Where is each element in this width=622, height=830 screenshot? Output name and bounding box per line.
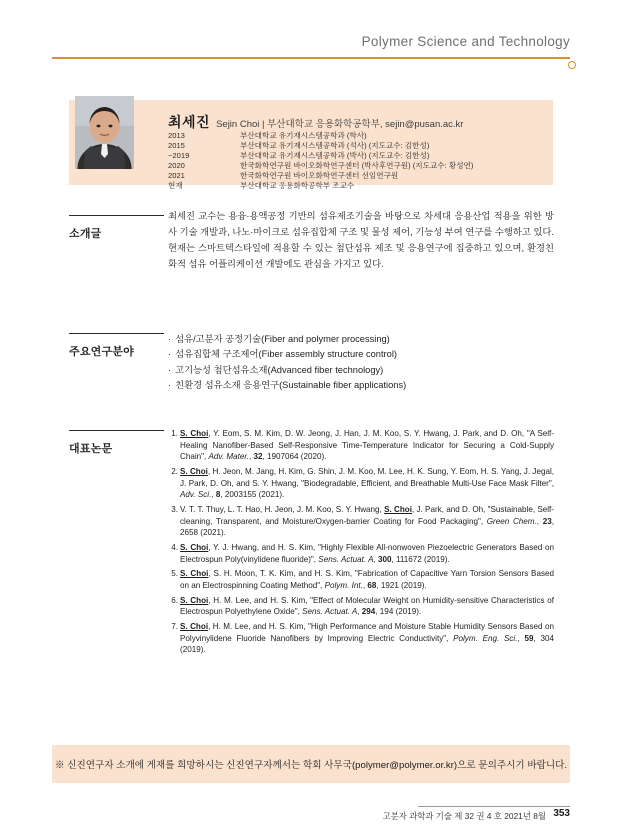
career-year: 2015	[168, 141, 185, 151]
paper-text-run: S. Choi	[180, 622, 209, 632]
section-body-intro: 최세진 교수는 용융·용액공정 기반의 섬유제조기술을 바탕으로 차세대 응용산업 적용을 위한 방사 기술 개발과, 나노·마이크로 섬유집합체 구조 및 물성 제어, 기능성 부여 연구를 수행하고 있다. 현재는 스마트텍스타일에 적용할 수 있는 첨단섬유 제조 및 응용연구에 집중하고 있으며, 환경친화적 섬유 어플리케이션 개발에도 관심을 가지고 있다.	[168, 211, 554, 269]
paper-text-run: V. T. T. Thuy, L. T. Hao, H. Jeon, J. M. Koo, S. Y. Hwang,	[180, 504, 385, 514]
paper-text-run: 32	[253, 452, 263, 462]
portrait-illustration	[75, 96, 134, 169]
career-year: 2013	[168, 131, 185, 140]
paper-text-run: Adv. Sci.	[180, 490, 212, 500]
career-row	[168, 151, 473, 161]
paper-text-run: Polym. Int.	[324, 580, 363, 590]
research-list	[168, 332, 554, 394]
paper-text-run: , 304 (2019).	[180, 633, 554, 655]
paper-entry	[168, 504, 554, 539]
notice-text: ※ 신진연구자 소개에 게재를 희망하시는 신진연구자께서는 학회 사무국(polymer@polymer.or.kr)으로 문의주시기 바랍니다.	[54, 760, 568, 771]
paper-text-run: ,	[517, 633, 525, 643]
paper-text-run: , H. M. Lee, and H. S. Kim, "Effect of Molecular Weight on Humidity-sensitive Characteristics of Electrospun Polyethylene Oxide",	[180, 595, 554, 617]
paper-text-run: 23	[542, 516, 552, 526]
paper-entry	[168, 428, 554, 463]
paper-text-run: , 111672 (2019).	[391, 554, 450, 564]
paper-text-run: S. Choi	[180, 466, 208, 476]
section-label-research: 주요연구분야	[69, 333, 164, 359]
bullet-icon: ·	[168, 334, 172, 344]
paper-text-run: Sens. Actuat. A	[318, 554, 374, 564]
research-item-label: 고기능성 첨단섬유소재(Advanced fiber technology)	[175, 364, 384, 375]
paper-text-run: Adv. Mater.	[208, 452, 250, 462]
paper-entry	[168, 542, 554, 565]
paper-number: 2.	[171, 466, 178, 476]
career-text: 부산대학교 유기재시스템공학과 (석사) (지도교수: 김한성)	[240, 141, 430, 151]
paper-text-run: ,	[362, 580, 368, 590]
paper-text-run: ,	[373, 554, 378, 564]
header-dot-icon	[568, 61, 576, 69]
paper-text-run: , Y. Eom, S. M. Kim, D. W. Jeong, J. Han, J. M. Koo, S. Y. Hwang, J. Park, and D. Oh, "A Self-Healing Nanofiber-Based Self-Responsive Time-Temperature Indicator for Securing a Cold-Supply Chain",	[180, 429, 554, 462]
paper-number: 1.	[171, 429, 178, 438]
paper-text-run: , S. H. Moon, T. K. Kim, and H. S. Kim, "Fabrication of Capacitive Yarn Torsion Sensors Based on an Electrospinning Coating Method",	[180, 569, 554, 590]
paper-number: 4.	[171, 542, 178, 552]
list-item	[168, 347, 554, 362]
career-row	[168, 131, 473, 141]
paper-number: 7.	[171, 622, 178, 632]
paper-list	[168, 428, 554, 656]
paper-text-run: , 2003155 (2021).	[220, 490, 285, 500]
paper-text-run: 294	[361, 607, 376, 617]
section-body-research	[168, 332, 554, 394]
list-item	[168, 378, 554, 393]
career-text: 한국화학연구원 바이오화학연구센터 선임연구원	[240, 171, 399, 181]
paper-text-run: Polym. Eng. Sci.	[453, 633, 518, 643]
research-item-label: 섬유집합체 구조제어(Fiber assembly structure control)	[175, 349, 397, 360]
paper-text-run: 59	[524, 633, 534, 643]
footer-citation: 고분자 과학과 기술 제 32 권 4 호 2021년 8월	[382, 811, 546, 821]
bullet-icon: ·	[168, 380, 172, 391]
section-label-papers: 대표논문	[69, 430, 164, 456]
career-text: 한국화학연구원 바이오화학연구센터 (박사후연구원) (지도교수: 황성연)	[240, 161, 474, 171]
paper-entry	[168, 568, 554, 591]
paper-text-run: S. Choi	[180, 429, 209, 438]
paper-text-run: ,	[357, 607, 362, 617]
paper-text-run: , J. Park, and D. Oh, "Sustainable, Self-cleaning, Transparent, and Moisture/Oxygen-barrier Coating for Food Packaging",	[180, 504, 554, 526]
paper-number: 6.	[171, 595, 178, 605]
list-item	[168, 332, 554, 347]
bullet-icon: ·	[168, 349, 172, 360]
paper-text-run: ,	[249, 452, 254, 462]
research-item-label: 섬유/고분자 공정기술(Fiber and polymer processing)	[175, 334, 390, 344]
profile-name-ko: 최세진	[168, 114, 211, 130]
paper-text-run: 68	[367, 580, 377, 590]
paper-entry	[168, 595, 554, 618]
paper-text-run: S. Choi	[180, 569, 209, 579]
paper-text-run: , 2658 (2021).	[180, 516, 554, 538]
career-text: 부산대학교 유기재시스템공학과 (박사) (지도교수: 김한성)	[240, 151, 430, 161]
career-year: 현재	[168, 181, 183, 191]
header-divider	[52, 57, 570, 59]
paper-entry	[168, 621, 554, 656]
paper-text-run: ,	[536, 516, 543, 526]
section-label-intro: 소개글	[69, 215, 164, 241]
section-body-papers	[168, 428, 554, 659]
career-row	[168, 161, 473, 171]
career-list	[168, 131, 473, 192]
paper-text-run: , 1921 (2019).	[376, 580, 427, 590]
career-year: 2021	[168, 171, 185, 181]
career-text: 부산대학교 유기재시스템공학과 (학사)	[240, 131, 367, 140]
profile-name-line	[168, 112, 463, 132]
paper-text-run: Green Chem.	[486, 516, 537, 526]
bullet-icon: ·	[168, 364, 172, 375]
paper-number: 3.	[171, 504, 178, 514]
paper-text-run: S. Choi	[180, 595, 209, 605]
paper-text-run: S. Choi	[384, 504, 412, 514]
page-header	[0, 0, 622, 66]
career-text: 부산대학교 응용화학공학부 조교수	[240, 181, 355, 191]
paper-text-run: , H. Jeon, M. Jang, H. Kim, G. Shin, J. M. Koo, M. Lee, H. K. Sung, Y. Eom, H. S. Yang, J. Jegal, J. Park, D. Oh, and S. Y. Hwang, "Biodegradable, Efficient, and Breathable Multi-Use Face Mask Filter",	[180, 466, 554, 488]
career-row	[168, 141, 473, 151]
paper-text-run: , 1907064 (2020).	[262, 452, 327, 462]
journal-title: Polymer Science and Technology	[361, 34, 570, 49]
page-number: 353	[553, 808, 570, 819]
footer-divider	[418, 806, 570, 807]
paper-text-run: , 194 (2019).	[375, 607, 422, 617]
research-item-label: 친환경 섬유소재 응용연구(Sustainable fiber applications)	[175, 380, 407, 391]
paper-number: 5.	[171, 569, 178, 579]
career-row	[168, 171, 473, 181]
paper-entry	[168, 466, 554, 501]
profile-photo	[75, 96, 134, 169]
paper-text-run: , Y. J. Hwang, and H. S. Kim, "Highly Flexible All-nonwoven Piezoelectric Generators Based on Electrospun Poly(vinylidene fluoride)",	[180, 542, 554, 564]
paper-text-run: ,	[211, 490, 216, 500]
paper-text-run: S. Choi	[180, 542, 209, 552]
career-year: ~2019	[168, 151, 190, 161]
list-item	[168, 363, 554, 378]
paper-text-run: 300	[377, 554, 392, 564]
career-year: 2020	[168, 161, 185, 171]
career-row	[168, 181, 473, 191]
paper-text-run: , H. M. Lee, and H. S. Kim, "High Performance and Moisture Stable Humidity Sensors Based on Polyvinylidene Fluoride Nanofibers by Improving Electric Conductivity",	[180, 622, 554, 643]
paper-text-run: 8	[215, 490, 221, 500]
profile-name-meta: Sejin Choi | 부산대학교 응용화학공학부, sejin@pusan.ac.kr	[216, 119, 464, 130]
paper-text-run: Sens. Actuat. A	[302, 607, 358, 617]
